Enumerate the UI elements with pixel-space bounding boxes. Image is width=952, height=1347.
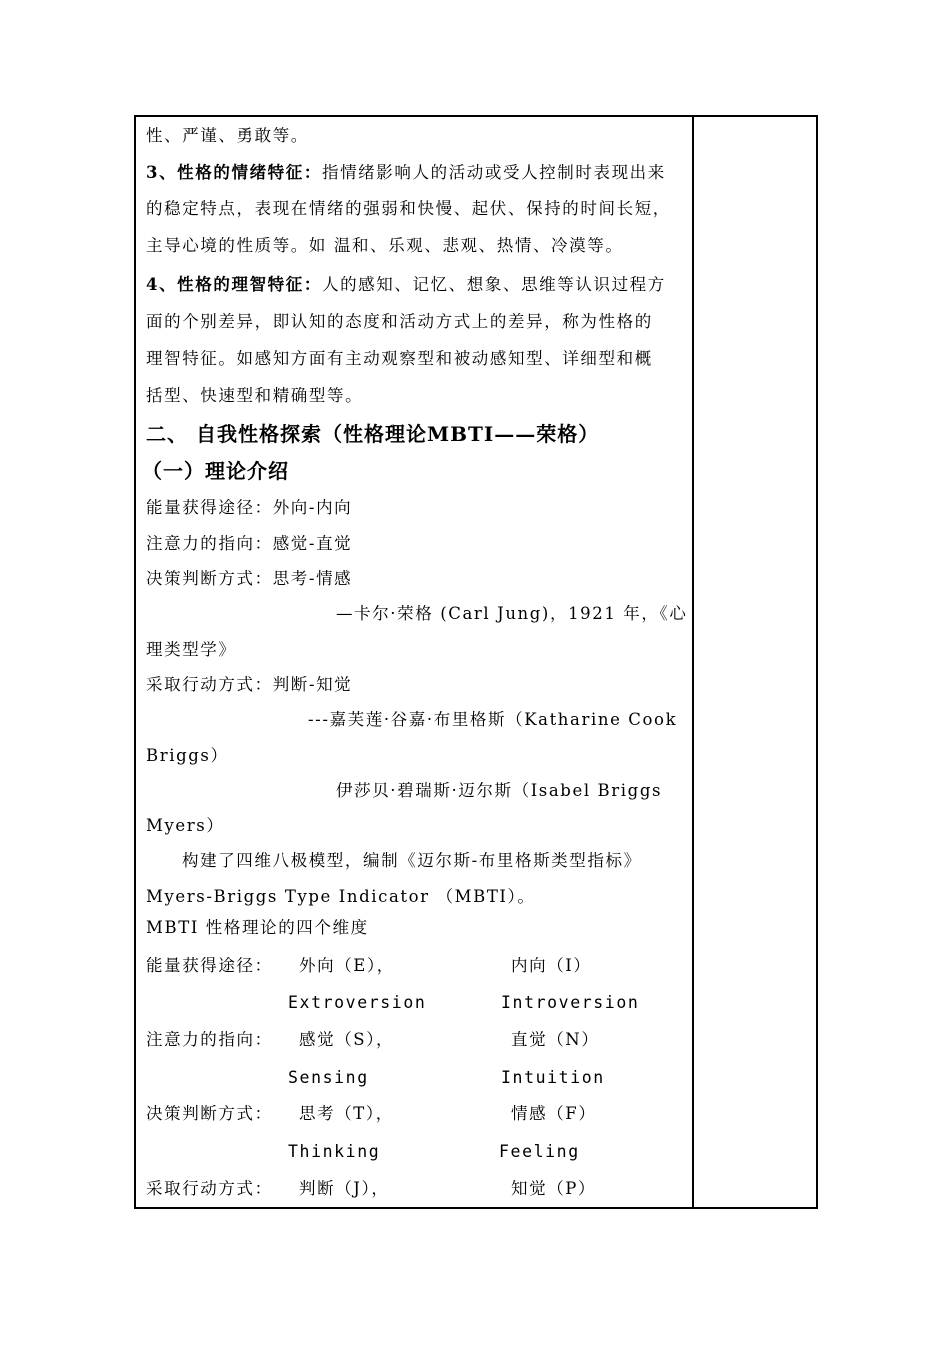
intellect-text-1: 人的感知、记忆、想象、思维等认识过程方 <box>321 275 666 294</box>
intro-action: 采取行动方式：判断-知觉 <box>146 675 353 694</box>
dim-energy-label: 能量获得途径： <box>146 956 273 975</box>
dim-energy-a-en: Extroversion <box>288 993 427 1012</box>
emotion-title: 3、性格的情绪特征： <box>146 163 322 182</box>
dim-attention-b: 直觉（N） <box>511 1030 600 1049</box>
emotion-text-2: 的稳定特点，表现在情绪的强弱和快慢、起伏、保持的时间长短， <box>146 199 671 218</box>
subsection-heading: （一）理论介绍 <box>142 459 289 483</box>
dim-action-b: 知觉（P） <box>511 1179 597 1198</box>
dim-attention-label: 注意力的指向： <box>146 1030 273 1049</box>
dim-decision-a-en: Thinking <box>288 1142 381 1161</box>
content-table <box>134 115 818 1209</box>
briggs-citation-cont: Briggs） <box>146 746 229 765</box>
emotion-text-1: 指情绪影响人的活动或受人控制时表现出来 <box>321 163 666 182</box>
dim-action-a: 判断（J）， <box>299 1179 390 1198</box>
intellect-text-2: 面的个别差异，即认知的态度和活动方式上的差异，称为性格的 <box>146 312 653 331</box>
dim-action-label: 采取行动方式： <box>146 1179 273 1198</box>
intro-energy: 能量获得途径：外向-内向 <box>146 498 353 517</box>
jung-citation-cont: 理类型学》 <box>146 640 237 659</box>
paragraph-intellect-line-1 <box>146 274 666 296</box>
dim-decision-label: 决策判断方式： <box>146 1104 273 1123</box>
dim-energy-b-en: Introversion <box>501 993 640 1012</box>
dim-energy-a: 外向（E）， <box>299 956 395 975</box>
dim-decision-b-en: Feeling <box>499 1142 580 1161</box>
dimensions-title: MBTI 性格理论的四个维度 <box>146 918 369 937</box>
intellect-text-3: 理智特征。如感知方面有主动观察型和被动感知型、详细型和概 <box>146 349 653 368</box>
model-text: 构建了四维八极模型，编制《迈尔斯-布里格斯类型指标》 <box>182 851 642 870</box>
dim-energy-b: 内向（I） <box>511 956 592 975</box>
intellect-text-4: 括型、快速型和精确型等。 <box>146 386 364 405</box>
briggs-citation: ---嘉芙莲·谷嘉·布里格斯（Katharine Cook <box>308 710 678 729</box>
emotion-text-3: 主导心境的性质等。如 温和、乐观、悲观、热情、冷漠等。 <box>146 236 624 255</box>
intellect-title: 4、性格的理智特征： <box>146 275 322 294</box>
paragraph-emotion-line-1 <box>146 162 666 184</box>
dim-decision-b: 情感（F） <box>511 1104 597 1123</box>
dim-attention-b-en: Intuition <box>501 1068 605 1087</box>
dim-decision-a: 思考（T）， <box>299 1104 394 1123</box>
side-cell <box>694 117 816 1207</box>
model-text-cont: Myers-Briggs Type Indicator （MBTI）。 <box>146 887 536 906</box>
myers-citation-cont: Myers） <box>146 816 225 835</box>
myers-citation: 伊莎贝·碧瑞斯·迈尔斯（Isabel Briggs <box>336 781 663 800</box>
intro-attention: 注意力的指向：感觉-直觉 <box>146 534 353 553</box>
dim-attention-a: 感觉（S）， <box>299 1030 395 1049</box>
dim-attention-a-en: Sensing <box>288 1068 369 1087</box>
paragraph-tail: 性、严谨、勇敢等。 <box>146 126 309 145</box>
section-heading: 二、 自我性格探索（性格理论MBTI——荣格） <box>146 422 600 446</box>
jung-citation: —卡尔·荣格 (Carl Jung)，1921 年，《心 <box>336 604 688 623</box>
intro-decision: 决策判断方式：思考-情感 <box>146 569 353 588</box>
